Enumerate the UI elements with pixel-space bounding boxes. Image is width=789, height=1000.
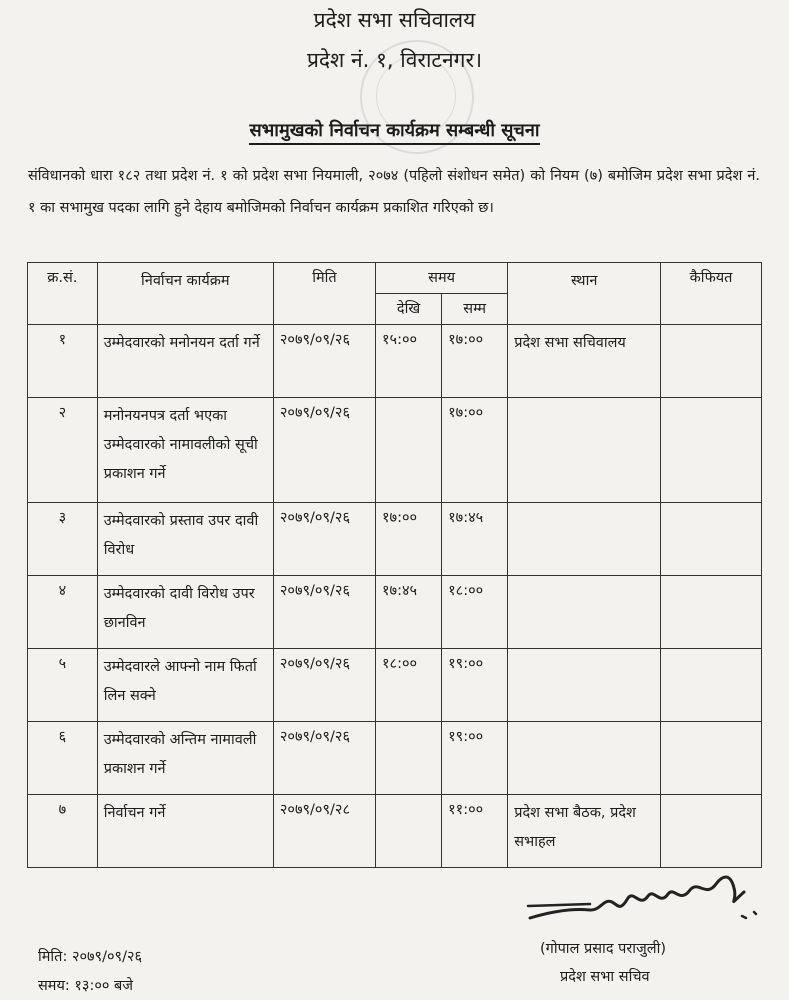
cell-time-from: १८:०० [375,649,441,722]
notice-title-text: सभामुखको निर्वाचन कार्यक्रम सम्बन्धी सूचना [249,120,539,145]
cell-date: २०७९/०९/२६ [273,325,375,398]
cell-time-to: १७:०० [442,325,508,398]
cell-time-from [375,722,441,795]
cell-program: उम्मेदवारको मनोनयन दर्ता गर्ने [97,325,273,398]
cell-time-to: १९:०० [442,722,508,795]
cell-time-to: १७:०० [442,398,508,503]
cell-place [508,722,661,795]
cell-date: २०७९/०९/२६ [273,649,375,722]
cell-date: २०७९/०९/२६ [273,398,375,503]
cell-date: २०७९/०९/२६ [273,722,375,795]
office-name: प्रदेश सभा सचिवालय [313,8,476,32]
cell-remarks [661,649,762,722]
footer-time: समय: १३:०० बजे [38,978,134,994]
intro-paragraph: संविधानको धारा १८२ तथा प्रदेश नं. १ को प्रदेश सभा नियमाली, २०७४ (पहिलो संशोधन समेत) को नियम (७) बमोजिम प्रदेश सभा प्रदेश नं. १ का सभामुख पदका लागि हुने देहाय बमोजिमको निर्वाचन कार्यक्रम प्रकाशित गरिएको छ। [28,168,760,216]
cell-sn: २ [28,398,98,503]
cell-program: उम्मेदवारको दावी विरोध उपर छानविन [97,576,273,649]
cell-program: मनोनयनपत्र दर्ता भएका उम्मेदवारको नामावलीको सूची प्रकाशन गर्ने [97,398,273,503]
cell-time-to: १८:०० [442,576,508,649]
cell-time-to: १७:४५ [442,503,508,576]
cell-remarks [661,722,762,795]
cell-sn: ५ [28,649,98,722]
cell-remarks [661,576,762,649]
table-row [28,795,762,868]
cell-date: २०७९/०९/२६ [273,503,375,576]
signatory-title: प्रदेश सभा सचिव [560,969,650,985]
header-date: मिति [273,263,375,325]
cell-time-to: ११:०० [442,795,508,868]
header-remarks: कैफियत [661,263,762,325]
header-program: निर्वाचन कार्यक्रम [97,263,273,325]
cell-place [508,576,661,649]
cell-time-from: १७:०० [375,503,441,576]
cell-program: उम्मेदवारको प्रस्ताव उपर दावी विरोध [97,503,273,576]
cell-date: २०७९/०९/२६ [273,576,375,649]
table-row [28,722,762,795]
table-row [28,503,762,576]
cell-time-from: १५:०० [375,325,441,398]
signatory-name: (गोपाल प्रसाद पराजुली) [540,941,667,957]
cell-place: प्रदेश सभा सचिवालय [508,325,661,398]
header-time-from: देखि [375,294,441,325]
cell-sn: ६ [28,722,98,795]
handwritten-signature [520,868,770,932]
cell-place [508,398,661,503]
office-address: प्रदेश नं. १, विराटनगर। [306,48,483,72]
cell-sn: ४ [28,576,98,649]
cell-remarks [661,795,762,868]
cell-place [508,503,661,576]
cell-place [508,649,661,722]
cell-time-from [375,398,441,503]
cell-program: उम्मेदवारले आफ्नो नाम फिर्ता लिन सक्ने [97,649,273,722]
cell-sn: ३ [28,503,98,576]
header-time-to: सम्म [442,294,508,325]
header-time: समय [375,263,507,294]
cell-date: २०७९/०९/२८ [273,795,375,868]
cell-time-from: १७:४५ [375,576,441,649]
cell-program: उम्मेदवारको अन्तिम नामावली प्रकाशन गर्ने [97,722,273,795]
cell-remarks [661,398,762,503]
cell-time-from [375,795,441,868]
cell-program: निर्वाचन गर्ने [97,795,273,868]
cell-remarks [661,325,762,398]
header-place: स्थान [508,263,661,325]
election-schedule-table [27,262,762,868]
table-row [28,325,762,398]
cell-sn: १ [28,325,98,398]
cell-sn: ७ [28,795,98,868]
footer-date: मिति: २०७९/०९/२६ [38,949,143,965]
cell-time-to: १९:०० [442,649,508,722]
cell-remarks [661,503,762,576]
cell-place: प्रदेश सभा बैठक, प्रदेश सभाहल [508,795,661,868]
table-row [28,576,762,649]
table-row [28,649,762,722]
table-row [28,398,762,503]
notice-title [0,118,789,142]
header-sn: क्र.सं. [28,263,98,325]
